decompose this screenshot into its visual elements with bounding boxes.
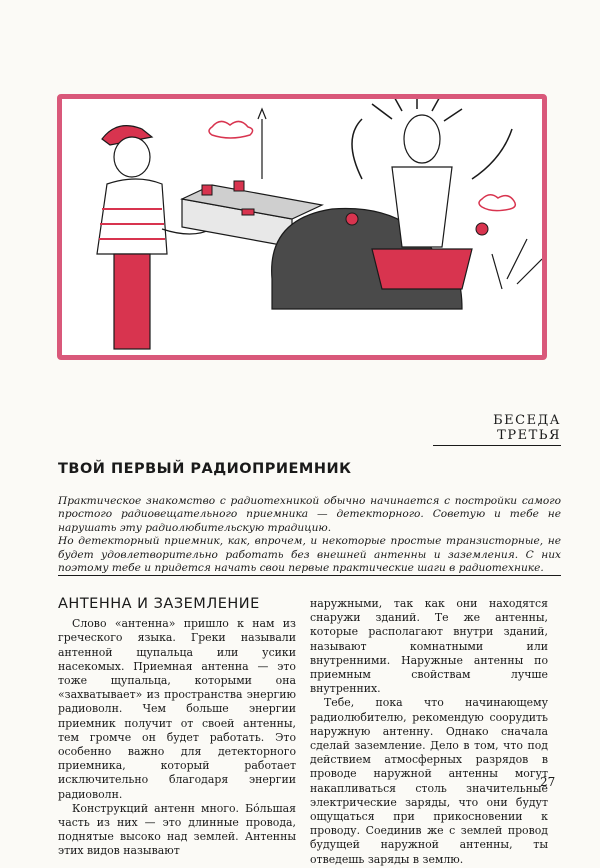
chapter-title: ТВОЙ ПЕРВЫЙ РАДИОПРИЕМНИК: [58, 461, 352, 477]
divider-rule: [58, 575, 561, 576]
subsection-heading: АНТЕННА И ЗАЗЕМЛЕНИЕ: [58, 596, 260, 612]
section-heading: БЕСЕДА ТРЕТЬЯ: [433, 413, 561, 446]
body-paragraph: Слово «антенна» пришло к нам из греческого языка. Греки называли антенной щупальца или усики насекомых. Приемная антенна — это тоже щупальца, которыми она «захватывает» из пространства энергию радиоволн. Чем больше энергии приемник получит от своей антенны, тем громче он будет работать. Это особенно важно для детекторного приемника, который работает исключительно благодаря энергии радиоволн.: [58, 617, 296, 801]
intro-paragraph: Но детекторный приемник, как, впрочем, и некоторые простые транзисторные, не будет удовлетворительно работать без внешней антенны и заземления. С них поэтому тебе и придется начать свои первые практические шаги в радиотехнике.: [58, 535, 561, 575]
body-paragraph: наружными, так как они находятся снаружи зданий. Те же антенны, которые располагают внутри зданий, называют комнатными или внутренними. Наружные антенны по приемным свойствам лучше внутренних.: [310, 597, 548, 696]
illustration-drawing: [62, 99, 542, 355]
right-column: [310, 597, 548, 867]
body-paragraph: Тебе, пока что начинающему радиолюбителю, рекомендую соорудить наружную антенну. Однако сначала сделай заземление. Дело в том, что под действием атмосферных разрядов в проводе наружной антенны могут накапливаться столь значительные электрические заряды, что они будут ощущаться при прикосновении к проводу. Соединив же с землей провод будущей наружной антенны, ты отведешь заряды в землю.: [310, 696, 548, 866]
boy-figure: [97, 126, 212, 349]
cloud-right: [479, 195, 515, 211]
illustration: [57, 94, 547, 360]
left-column: [58, 597, 296, 859]
intro-text: [58, 495, 561, 575]
cloud-left: [209, 121, 253, 138]
page-number: 27: [540, 775, 556, 789]
plant: [492, 239, 542, 289]
intro-paragraph: Практическое знакомство с радиотехникой обычно начинается с постройки самого простого радиовещательного приемника — детекторного. Советую и тебе не нарушать эту радиолюбительскую традицию.: [58, 495, 561, 534]
body-paragraph: Конструкций антенн много. Бо́льшая часть из них — это длинные провода, поднятые высоко над землей. Антенны этих видов называют: [58, 801, 296, 858]
